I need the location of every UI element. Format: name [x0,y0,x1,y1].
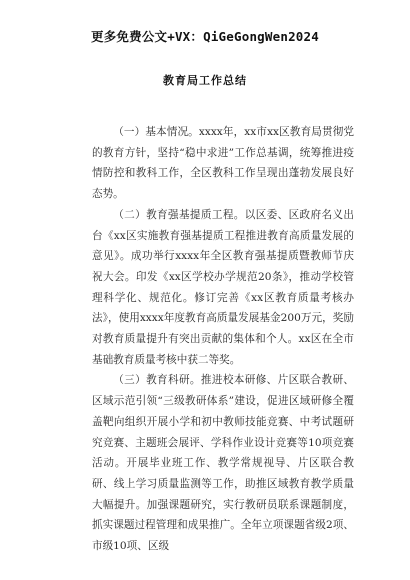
paragraph-basic-situation: （一）基本情况。xxxx年，xx市xx区教育局贯彻党的教育方针，坚持“稳中求进”工作总基调，统筹推进疫情防控和教科工作，全区教科工作呈现出蓬勃发展良好态势。 [92,126,354,201]
paragraph-education-research: （三）教育科研。推进校本研修、片区联合教研、区域示范引领“三级教研体系”建设，促进区域研修全覆盖靶向组织开展小学和初中教师技能竞赛、中考试题研究竞赛、主题班会展评、学科作业设计竞赛等10项竞赛活动。开展毕业班工作、教学常规视导、片区联合教研、线上学习质量监测等工作，助推区域教育教学质量大幅提升。加强课题研究，实行教研员联系课题制度，抓实课题过程管理和成果推广。全年立项课题省级2项、市级10项、区级 [92,374,354,553]
paragraph-quality-project: （二）教育强基提质工程。以区委、区政府名义出台《xx区实施教育强基提质工程推进教育高质量发展的意见》。成功举行xxxx年全区教育强基提质暨教师节庆祝大会。印发《xx区学校办学规范20条》，推动学校管理科学化、规范化。修订完善《xx区教育质量考核办法》，使用xxxx年度教育高质量发展基金200万元，奖励对教育质量提升有突出贡献的集体和个人。xx区在全市基础教育质量考核中获二等奖。 [92,208,354,366]
promo-banner: 更多免费公文+VX：QiGeGongWen2024 [91,29,319,44]
document-title: 教育局工作总结 [163,74,247,87]
document-body [92,122,354,557]
